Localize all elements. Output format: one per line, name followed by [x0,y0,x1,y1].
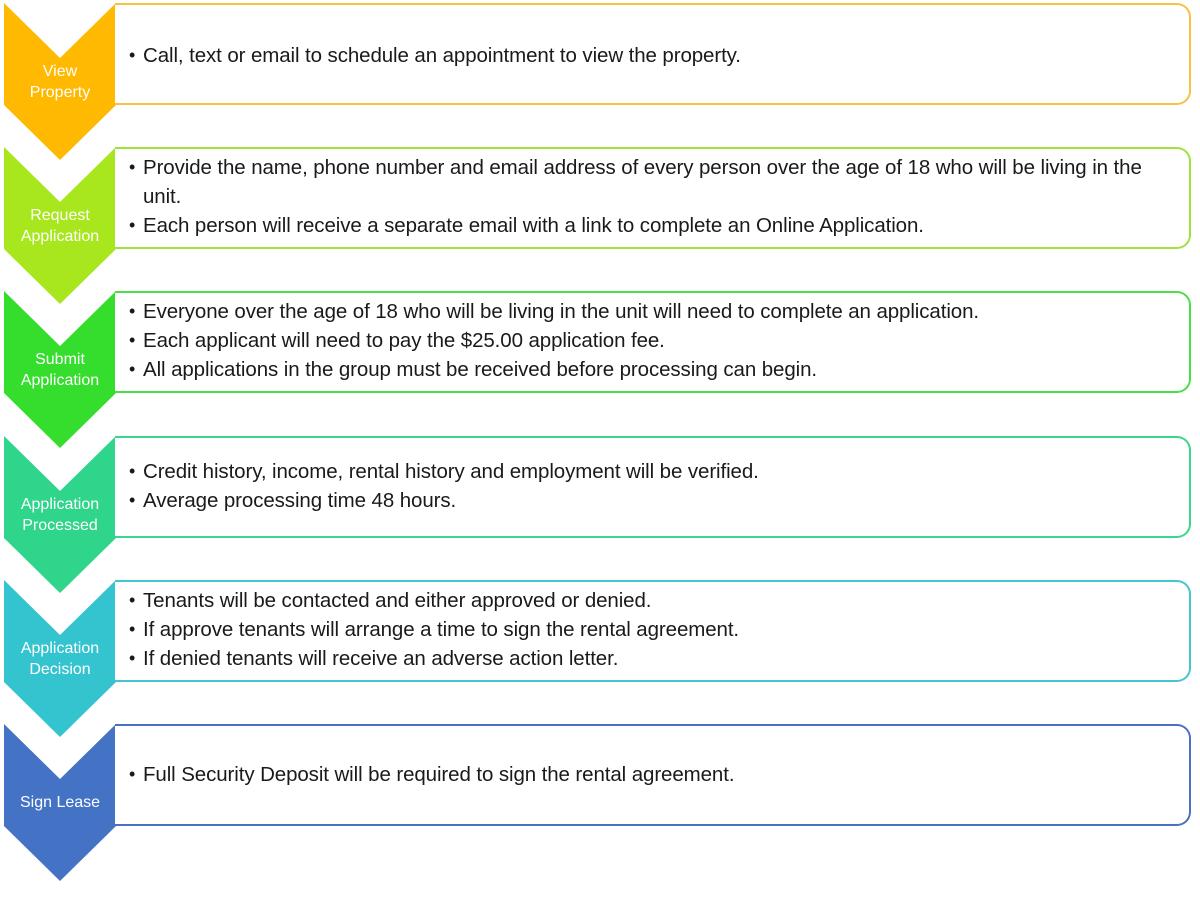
step-label-line: Sign Lease [19,793,101,811]
process-step-submit-application [0,291,1200,393]
step-label-line: Application [20,372,100,389]
step-details-box [115,580,1191,682]
bullet-text: All applications in the group must be received before processing can begin. [143,358,817,381]
step-label-line: View [42,63,78,80]
bullet-item [129,355,1179,384]
bullet-icon: • [129,301,136,321]
bullet-item [129,615,1179,644]
bullet-text: Provide the name, phone number and email address of every person over the age of 18 who will be living in the unit. [143,156,1142,208]
step-label-line: Submit [35,351,85,368]
bullet-item [129,153,1179,211]
bullet-text: Credit history, income, rental history and employment will be verified. [143,460,759,483]
step-label-line: Application [20,496,100,513]
bullet-icon: • [129,157,136,177]
bullet-item [129,41,1179,70]
bullet-item [129,760,1179,789]
step-details-box [115,436,1191,538]
process-step-request-application [0,147,1200,249]
bullet-icon: • [129,330,136,350]
step-details-box [115,291,1191,393]
bullet-text: If denied tenants will receive an adverse action letter. [143,647,619,670]
step-details-box [115,147,1191,249]
bullet-item [129,457,1179,486]
step-label [4,636,116,682]
bullet-icon: • [129,359,136,379]
step-label-line: Decision [29,661,91,678]
step-label-line: Application [20,640,100,657]
bullet-icon: • [129,764,136,784]
process-step-view-property [0,3,1200,105]
process-step-application-processed [0,436,1200,538]
bullet-item [129,211,1179,240]
process-step-sign-lease [0,724,1200,826]
bullet-item [129,297,1179,326]
step-label [4,59,116,105]
bullet-item [129,486,1179,515]
step-details-box [115,724,1191,826]
bullet-icon: • [129,45,136,65]
step-details-box [115,3,1191,105]
step-label-line: Property [29,84,91,101]
bullet-text: Each person will receive a separate email with a link to complete an Online Application. [143,214,924,237]
bullet-text: Call, text or email to schedule an appointment to view the property. [143,44,741,67]
bullet-icon: • [129,590,136,610]
step-label-line: Request [30,207,90,224]
step-label [4,347,116,393]
process-step-application-decision [0,580,1200,682]
bullet-item [129,586,1179,615]
bullet-icon: • [129,490,136,510]
step-label [4,782,116,822]
bullet-text: If approve tenants will arrange a time to sign the rental agreement. [143,618,740,641]
bullet-item [129,326,1179,355]
step-label [4,203,116,249]
bullet-text: Full Security Deposit will be required to sign the rental agreement. [143,763,735,786]
step-label-line: Application [20,228,100,245]
bullet-text: Everyone over the age of 18 who will be living in the unit will need to complete an application. [143,300,979,323]
step-label-line: Processed [22,517,98,534]
bullet-text: Each applicant will need to pay the $25.00 application fee. [143,329,665,352]
step-label [4,492,116,538]
bullet-icon: • [129,215,136,235]
bullet-item [129,644,1179,673]
bullet-text: Average processing time 48 hours. [143,489,457,512]
bullet-icon: • [129,619,136,639]
bullet-icon: • [129,461,136,481]
bullet-icon: • [129,648,136,668]
bullet-text: Tenants will be contacted and either approved or denied. [143,589,652,612]
